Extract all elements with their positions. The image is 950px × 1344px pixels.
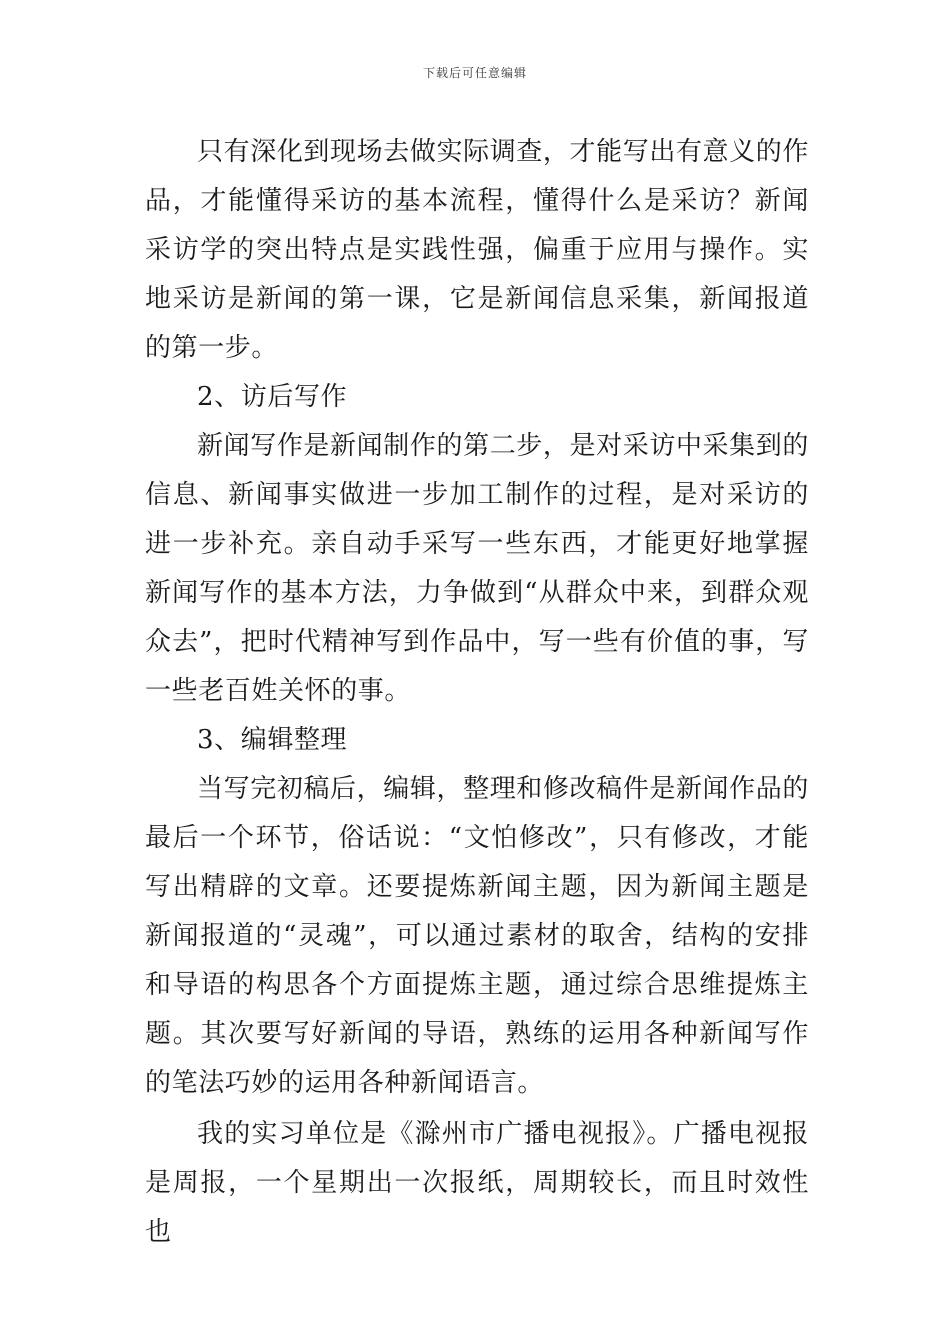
section-heading: 3、编辑整理 [197, 725, 348, 755]
body-paragraph: 当写完初稿后，编辑，整理和修改稿件是新闻作品的最后一个环节，俗话说：“文怕修改”，只有修改，才能写出精辟的文章。还要提炼新闻主题，因为新闻主题是新闻报道的“灵魂”，可以通过素材的取舍，结构的安排和导语的构思各个方面提炼主题，通过综合思维提炼主题。其次要写好新闻的导语，熟练的运用各种新闻写作的笔法巧妙的运用各种新闻语言。 [145, 774, 809, 1098]
body-paragraph: 我的实习单位是《滁州市广播电视报》。广播电视报是周报，一个星期出一次报纸，周期较长，而且时效性也 [145, 1119, 809, 1247]
body-paragraph: 新闻写作是新闻制作的第二步，是对采访中采集到的信息、新闻事实做进一步加工制作的过程，是对采访的进一步补充。亲自动手采写一些东西，才能更好地掌握新闻写作的基本方法，力争做到“从群众中来，到群众观众去”，把时代精神写到作品中，写一些有价值的事，写一些老百姓关怀的事。 [145, 431, 809, 706]
body-paragraph: 只有深化到现场去做实际调查，才能写出有意义的作品，才能懂得采访的基本流程，懂得什么是采访？新闻采访学的突出特点是实践性强，偏重于应用与操作。实地采访是新闻的第一课，它是新闻信息采集，新闻报道的第一步。 [145, 137, 809, 363]
document-body [145, 128, 809, 1257]
section-heading: 2、访后写作 [197, 382, 348, 412]
page-header: 下载后可任意编辑 [422, 66, 527, 80]
